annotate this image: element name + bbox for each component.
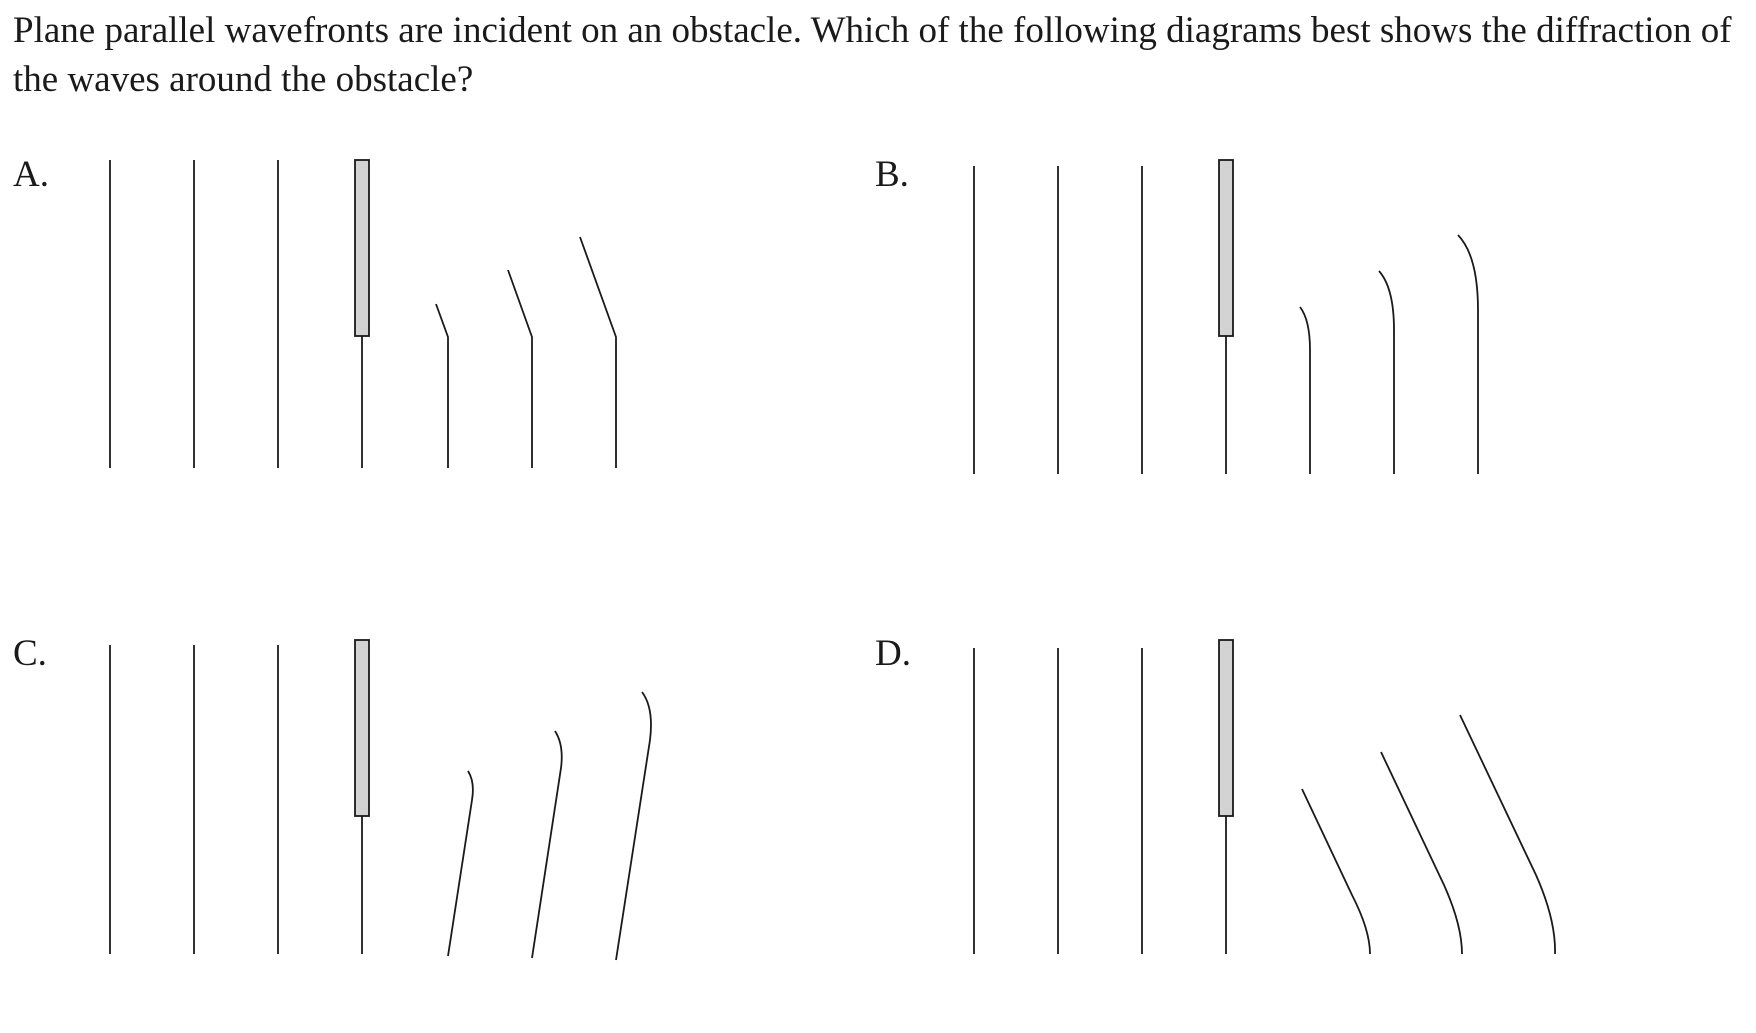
option-label-b[interactable]: B. — [875, 154, 909, 195]
wavefront-b-6 — [1379, 271, 1394, 474]
wavefront-b-5 — [1300, 307, 1310, 474]
obstacle-b — [1219, 160, 1233, 336]
option-label-d[interactable]: D. — [875, 633, 911, 674]
wavefront-a-7 — [580, 237, 616, 468]
wavefront-c-7 — [616, 692, 651, 960]
wavefront-b-7 — [1458, 235, 1478, 474]
option-label-c[interactable]: C. — [13, 633, 47, 674]
diagram-c[interactable] — [110, 640, 651, 960]
diagram-a[interactable] — [110, 160, 616, 468]
wavefront-a-6 — [508, 270, 532, 468]
diagram-b[interactable] — [974, 160, 1478, 474]
obstacle-c — [355, 640, 369, 816]
wavefront-c-6 — [532, 731, 562, 958]
wavefront-d-6 — [1381, 752, 1462, 954]
wavefront-a-5 — [436, 304, 448, 468]
wavefront-c-5 — [448, 771, 473, 956]
obstacle-a — [355, 160, 369, 336]
wavefront-d-7 — [1460, 715, 1555, 954]
diagram-d[interactable] — [974, 640, 1555, 954]
wavefront-d-5 — [1302, 789, 1370, 954]
obstacle-d — [1219, 640, 1233, 816]
option-label-a[interactable]: A. — [13, 154, 49, 195]
question-text: Plane parallel wavefronts are incident on an obstacle. Which of the following diagrams best shows the diffraction of the waves around the obstacle? — [13, 10, 1732, 100]
